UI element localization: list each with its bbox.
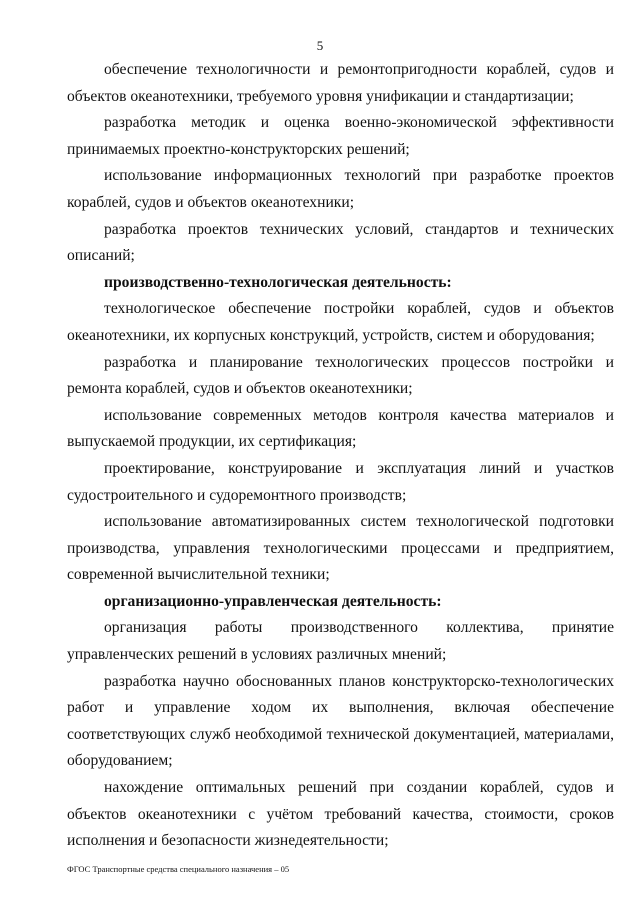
paragraph: разработка проектов технических условий, стандартов и технических описаний; (67, 220, 614, 265)
paragraph: обеспечение технологичности и ремонтопригодности кораблей, судов и объектов океанотехники, требуемого уровня унификации и стандартизации; (67, 61, 614, 105)
paragraph: организация работы производственного коллектива, принятие управленческих решений в условиях различных мнений; (67, 619, 614, 664)
paragraph: использование информационных технологий при разработке проектов кораблей, судов и объектов океанотехники; (67, 167, 614, 211)
paragraph: разработка методик и оценка военно-экономической эффективности принимаемых проектно-конструкторских решений; (67, 114, 614, 158)
page-footer: ФГОС Транспортные средства специального назначения – 05 (67, 864, 290, 874)
paragraph: использование современных методов контроля качества материалов и выпускаемой продукции, их сертификация; (67, 406, 614, 451)
paragraph: разработка и планирование технологических процессов постройки и ремонта кораблей, судов и объектов океанотехники; (67, 353, 614, 398)
paragraph: использование автоматизированных систем технологической подготовки производства, управления технологическими процессами и предприятием, современной вычислительной техники; (67, 513, 614, 584)
paragraph: технологическое обеспечение постройки кораблей, судов и объектов океанотехники, их корпусных конструкций, устройств, систем и оборудования; (67, 300, 614, 344)
section-heading-management: организационно-управленческая деятельность: (104, 592, 442, 610)
document-body (67, 57, 614, 855)
page-number: 5 (316, 38, 324, 53)
section-heading-production: производственно-технологическая деятельность: (104, 273, 452, 291)
paragraph: разработка научно обоснованных планов конструкторско-технологических работ и управление ходом их выполнения, включая обеспечение соответствующих служб необходимой технической документацией, материалами, оборудованием; (67, 672, 614, 770)
paragraph: проектирование, конструирование и эксплуатация линий и участков судостроительного и судоремонтного производств; (67, 459, 614, 504)
paragraph: нахождение оптимальных решений при создании кораблей, судов и объектов океанотехники с учётом требований качества, стоимости, сроков исполнения и безопасности жизнедеятельности; (67, 779, 614, 850)
